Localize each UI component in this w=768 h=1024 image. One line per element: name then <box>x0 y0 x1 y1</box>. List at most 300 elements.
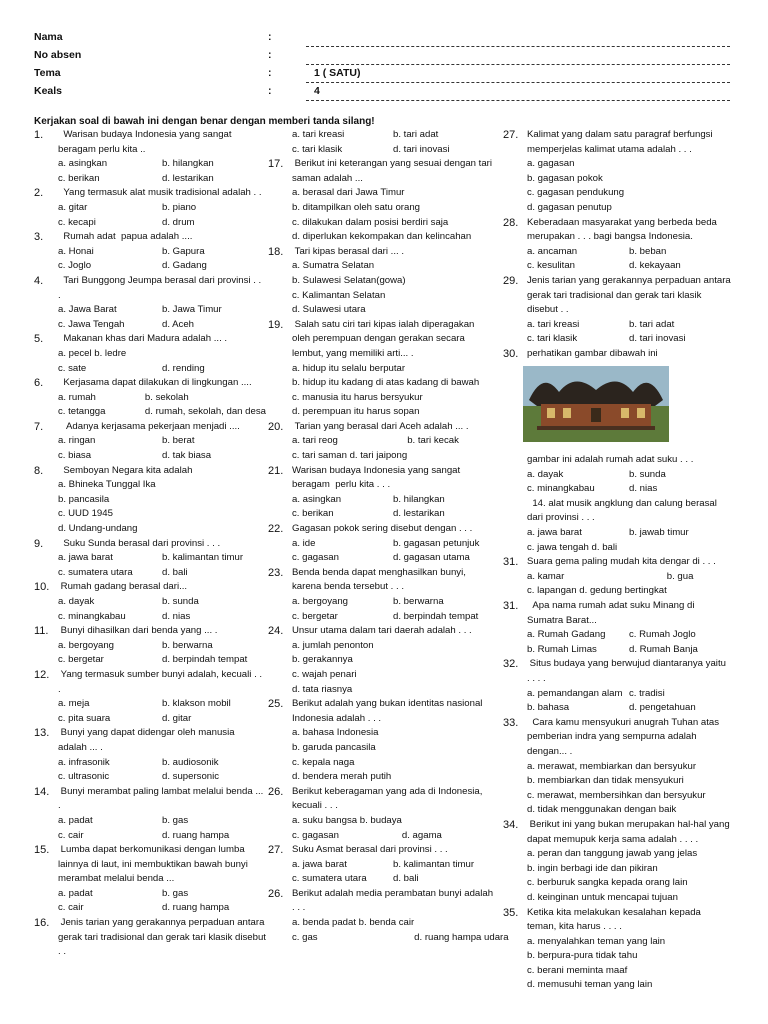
answer-option[interactable]: d. bali <box>162 566 188 578</box>
answer-option[interactable]: b. hilangkan <box>393 493 445 505</box>
answer-option[interactable]: b. ingin berbagi ide dan pikiran <box>527 862 658 874</box>
answer-option[interactable]: b. klakson mobil <box>162 698 231 710</box>
answer-option[interactable]: c. wajah penari <box>292 668 357 680</box>
answer-option[interactable]: a. gagasan <box>527 158 575 170</box>
answer-options <box>527 526 731 555</box>
question-number: 30. <box>503 347 519 360</box>
answer-option[interactable]: c. bergetar <box>292 610 338 622</box>
question-number: 34. <box>503 818 519 831</box>
question-item <box>34 128 266 186</box>
question-text: Berikut adalah yang bukan identitas nasional Indonesia adalah . . . <box>292 698 486 724</box>
question-item <box>34 537 266 581</box>
answer-option[interactable]: c. berburuk sangka kepada orang lain <box>527 877 688 889</box>
answer-options <box>58 245 266 274</box>
answer-options <box>292 595 494 624</box>
answer-option[interactable]: c. biasa <box>58 450 92 462</box>
question-item <box>34 376 266 420</box>
question-text: Bunyi yang dapat didengar oleh manusia adalah ... . <box>58 727 243 753</box>
answer-option[interactable]: b. berat <box>162 435 195 447</box>
answer-option[interactable]: c. gagasan <box>292 552 339 564</box>
answer-options <box>58 201 266 230</box>
answer-option[interactable]: a. gitar <box>58 201 88 213</box>
question-text: Situs budaya yang berwujud diantaranya yaitu . . . . <box>527 658 729 684</box>
question-text: Suara gema paling mudah kita dengar di . . . <box>527 556 716 568</box>
header-field-label: Tema <box>34 67 61 79</box>
rumah-gadang-image <box>523 366 669 442</box>
question-text: Berikut keberagaman yang ada di Indonesia, kecuali . . . <box>292 785 486 812</box>
answer-option[interactable]: c. lapangan d. gedung bertingkat <box>527 585 667 597</box>
answer-option[interactable]: b. membiarkan dan tidak mensyukuri <box>527 775 684 787</box>
question-text: Berikut ini yang bukan merupakan hal-hal yang dapat memupuk kerja sama adalah . . . . <box>527 818 733 845</box>
answer-option[interactable]: c. tari saman d. tari jaipong <box>292 450 408 462</box>
answer-option[interactable]: a. Jawa Barat <box>58 304 117 316</box>
question-number: 27. <box>503 129 519 141</box>
answer-options <box>292 128 494 157</box>
question-number: 35. <box>503 906 519 919</box>
question-number: 32. <box>503 658 519 671</box>
question-number: 15. <box>34 844 50 857</box>
question-text: Kerjasama dapat dilakukan di lingkungan .... <box>58 377 252 389</box>
answer-option[interactable]: b. Rumah Limas <box>527 643 597 655</box>
answer-option[interactable]: a. hidup itu selalu berputar <box>292 362 406 374</box>
question-number: 1. <box>34 129 44 141</box>
answer-option[interactable]: c. gagasan pendukung <box>527 187 625 199</box>
answer-option[interactable]: b. Jawa Timur <box>162 304 222 316</box>
answer-option[interactable]: d. rending <box>162 362 205 374</box>
answer-option <box>162 347 266 362</box>
answer-option[interactable]: a. tari reog <box>292 435 338 447</box>
answer-option[interactable]: a. padat <box>58 814 93 826</box>
answer-option[interactable]: c. berikan <box>58 172 100 184</box>
answer-option[interactable]: c. dilakukan dalam posisi berdiri saja <box>292 216 449 228</box>
answer-option[interactable]: d. ruang hampa <box>162 829 230 841</box>
question-item <box>503 555 731 599</box>
answer-option[interactable]: a. benda padat b. benda cair <box>292 917 415 929</box>
answer-option[interactable]: d. nias <box>629 483 658 495</box>
question-number: 18. <box>268 245 284 258</box>
answer-option[interactable]: a. Sumatra Selatan <box>292 260 375 272</box>
question-item <box>34 274 266 332</box>
question-text: Suku Asmat berasal dari provinsi . . . <box>292 844 448 856</box>
answer-option[interactable]: b. piano <box>162 201 197 213</box>
answer-option[interactable]: b. Gapura <box>162 245 205 257</box>
answer-option[interactable]: d. supersonic <box>162 771 220 783</box>
answer-options <box>527 935 731 993</box>
question-item <box>268 785 494 843</box>
answer-option[interactable]: a. Bhineka Tunggal Ika <box>58 479 156 491</box>
answer-option[interactable]: b. berpura-pura tidak tahu <box>527 950 638 962</box>
question-text: Warisan budaya Indonesia yang sangat beragam perlu kita . . . <box>292 464 463 491</box>
question-number: 12. <box>34 668 50 681</box>
answer-options <box>527 847 731 905</box>
answer-options <box>58 887 266 916</box>
answer-option[interactable]: a. ancaman <box>527 245 578 257</box>
question-item <box>268 697 494 785</box>
header-field-value[interactable]: 4 <box>314 85 320 97</box>
answer-option[interactable]: c. sumatera utara <box>58 566 133 578</box>
answer-option[interactable]: c. bergetar <box>58 654 104 666</box>
answer-option[interactable]: a. kamar <box>527 570 565 582</box>
answer-option[interactable]: b. berwarna <box>393 596 444 607</box>
question-text: Tari Bunggong Jeumpa berasal dari provinsi . . . <box>58 274 264 301</box>
question-item <box>268 245 494 318</box>
kelas-answer-line <box>306 100 730 101</box>
answer-option <box>414 916 508 931</box>
question-text: Lumba dapat berkomunikasi dengan lumba lainnya di laut, ini membuktikan bawah bunyi merambat melalui benda ... <box>58 844 251 885</box>
question-number: 20. <box>268 420 284 433</box>
question-item <box>268 566 494 624</box>
question-column-1 <box>34 128 269 960</box>
answer-option[interactable]: c. minangkabau <box>527 483 595 495</box>
answer-option[interactable]: a. asingkan <box>292 493 342 505</box>
answer-options <box>527 318 731 347</box>
answer-option[interactable]: a. ringan <box>58 435 96 447</box>
question-number: 33. <box>503 716 519 729</box>
answer-option[interactable]: d. perempuan itu harus sopan <box>292 406 420 418</box>
question-text: Apa nama rumah adat suku Minang di Sumatra Barat... <box>527 600 698 626</box>
answer-option[interactable]: d. kekayaan <box>629 260 681 272</box>
answer-options <box>292 814 494 843</box>
question-item <box>268 887 509 945</box>
answer-option[interactable]: c. Kalimantan Selatan <box>292 289 386 301</box>
question-text: Bunyi dihasilkan dari benda yang ... . <box>58 625 218 637</box>
answer-option[interactable]: b. gas <box>162 814 189 826</box>
answer-option[interactable]: c. gagasan <box>292 829 339 841</box>
answer-options <box>527 760 731 818</box>
answer-option[interactable]: d. Rumah Banja <box>629 643 698 655</box>
answer-option[interactable]: d. nias <box>162 610 191 622</box>
question-item <box>503 274 734 347</box>
answer-option[interactable]: a. infrasonik <box>58 756 110 768</box>
answer-option[interactable]: d. tari inovasi <box>393 143 450 155</box>
answer-option[interactable]: b. tari adat <box>629 318 675 330</box>
answer-option[interactable]: c. berikan <box>292 508 334 520</box>
header-field-label: Nama <box>34 31 63 43</box>
question-item <box>503 497 731 555</box>
header-field-value[interactable]: 1 ( SATU) <box>314 67 361 79</box>
answer-option[interactable]: a. asingkan <box>58 158 108 170</box>
answer-option[interactable]: b. gagasan pokok <box>527 172 603 184</box>
answer-option[interactable]: d. lestarikan <box>393 508 445 520</box>
answer-option[interactable]: c. minangkabau <box>58 610 126 622</box>
question-item <box>34 843 266 916</box>
question-item <box>34 332 266 376</box>
answer-options <box>58 434 266 463</box>
answer-option[interactable]: a. bergoyang <box>292 596 349 607</box>
answer-option[interactable]: a. peran dan tanggung jawab yang jelas <box>527 848 698 860</box>
answer-option[interactable]: a. tari kreasi <box>292 129 345 140</box>
answer-option[interactable]: c. kecapi <box>58 216 96 228</box>
header-field-label: Keals <box>34 85 63 97</box>
answer-option[interactable]: d. tari inovasi <box>629 333 686 345</box>
header-field-colon: : <box>268 31 272 43</box>
answer-option[interactable]: d. bali <box>393 873 419 885</box>
answer-option[interactable]: a. tari kreasi <box>527 318 580 330</box>
question-item <box>268 843 494 887</box>
answer-option[interactable]: d. keinginan untuk mencapai tujuan <box>527 891 678 903</box>
answer-options <box>58 639 266 668</box>
answer-option[interactable]: c. tradisi <box>629 687 665 699</box>
answer-option[interactable]: b. tari adat <box>393 129 439 140</box>
answer-option[interactable]: d. ruang hampa <box>162 902 230 914</box>
question-number: 2. <box>34 187 44 200</box>
answer-option[interactable]: a. dayak <box>58 596 95 607</box>
answer-options <box>292 362 494 420</box>
question-item <box>503 906 731 994</box>
answer-options <box>292 537 494 566</box>
question-item <box>268 624 494 697</box>
answer-option[interactable]: c. UUD 1945 <box>58 508 113 520</box>
answer-option[interactable]: d. memusuhi teman yang lain <box>527 979 653 991</box>
header-field-colon: : <box>268 67 272 79</box>
answer-option[interactable]: a. bergoyang <box>58 639 115 651</box>
question-number: 22. <box>268 523 284 536</box>
answer-option[interactable]: c. berani meminta maaf <box>527 964 628 976</box>
question-number: 9. <box>34 537 44 550</box>
question-item <box>268 522 494 566</box>
answer-option[interactable]: c. tari klasik <box>292 143 343 155</box>
answer-option[interactable]: c. Jawa Tengah <box>58 318 125 330</box>
answer-option[interactable]: b. pancasila <box>58 493 110 505</box>
question-number: 19. <box>268 318 284 331</box>
answer-option[interactable]: b. gua <box>666 570 694 582</box>
answer-options <box>292 259 494 317</box>
answer-options <box>58 595 266 624</box>
answer-option[interactable]: d. diperlukan kekompakan dan kelincahan <box>292 231 472 243</box>
question-item <box>268 464 494 522</box>
question-number: 31. <box>503 600 519 613</box>
answer-option[interactable]: a. ide <box>292 537 316 549</box>
question-item <box>34 668 266 726</box>
question-item <box>503 453 731 497</box>
question-number: 11. <box>34 625 49 638</box>
answer-option[interactable]: b. sunda <box>629 468 666 480</box>
answer-option[interactable]: a. menyalahkan teman yang lain <box>527 935 666 947</box>
answer-options <box>527 687 731 716</box>
question-number: 25. <box>268 698 284 711</box>
answer-option[interactable]: d. drum <box>162 216 195 228</box>
answer-option[interactable]: b. berwarna <box>162 639 213 651</box>
answer-options <box>527 245 731 274</box>
answer-options <box>58 814 266 843</box>
question-text: 14. alat musik angklung dan calung berasal dari provinsi . . . <box>527 497 720 524</box>
answer-option[interactable]: c. kepala naga <box>292 756 355 768</box>
question-item <box>268 420 494 464</box>
question-number: 3. <box>34 231 44 244</box>
question-item <box>34 464 266 537</box>
question-item <box>34 230 266 274</box>
answer-option[interactable]: d. agama <box>401 829 442 841</box>
answer-option[interactable]: a. berasal dari Jawa Timur <box>292 187 405 199</box>
answer-option[interactable]: a. merawat, membiarkan dan bersyukur <box>527 760 697 772</box>
answer-option[interactable]: a. jumlah penonton <box>292 639 374 651</box>
question-number: 29. <box>503 274 519 287</box>
question-number: 10. <box>34 581 50 594</box>
answer-option[interactable]: d. ruang hampa udara <box>414 931 509 943</box>
answer-option[interactable]: b. kalimantan timur <box>393 858 475 870</box>
question-number: 7. <box>34 420 44 433</box>
question-text: Keberadaan masyarakat yang berbeda beda merupakan . . . bagi bangsa Indonesia. <box>527 216 720 243</box>
answer-option[interactable]: c. ultrasonic <box>58 771 110 783</box>
question-number: 17. <box>268 158 284 171</box>
answer-option[interactable]: d. Undang-undang <box>58 523 138 535</box>
answer-options <box>58 478 266 536</box>
answer-option[interactable]: a. jawa barat <box>58 552 113 564</box>
question-column-2 <box>268 128 509 945</box>
answer-option[interactable]: a. dayak <box>527 468 564 480</box>
question-text: Yang termasuk alat musik tradisional adalah . . <box>58 187 262 199</box>
answer-option[interactable]: d. pengetahuan <box>629 702 696 714</box>
tema-answer-line <box>306 82 730 83</box>
answer-option[interactable]: b. beban <box>629 245 667 257</box>
answer-option[interactable]: a. meja <box>58 698 90 710</box>
answer-option[interactable]: b. jawab timur <box>629 527 689 539</box>
answer-options <box>58 697 266 726</box>
question-item <box>503 818 731 906</box>
answer-option[interactable]: c. tari klasik <box>527 333 578 345</box>
question-text: Yang termasuk sumber bunyi adalah, kecuali . . . <box>58 668 265 695</box>
question-text: Bunyi merambat paling lambat melalui benda ... . <box>58 785 266 812</box>
answer-options <box>527 157 731 215</box>
question-item <box>34 186 266 230</box>
question-item <box>34 726 266 784</box>
header-field-colon: : <box>268 85 272 97</box>
instruction-text: Kerjakan soal di bawah ini dengan benar dengan memberi tanda silang! <box>34 116 375 127</box>
answer-option[interactable]: d. berpindah tempat <box>393 610 479 622</box>
answer-option[interactable]: b. gerakannya <box>292 654 353 666</box>
answer-option[interactable]: a. pecel b. ledre <box>58 347 127 359</box>
answer-options <box>58 551 266 580</box>
question-item <box>503 657 731 715</box>
question-item <box>34 785 266 843</box>
answer-options <box>58 157 266 186</box>
answer-option[interactable]: b. hidup itu kadang di atas kadang di bawah <box>292 377 480 389</box>
answer-option[interactable]: c. merawat, membersihkan dan bersyukur <box>527 789 706 801</box>
answer-option[interactable]: a. rumah <box>58 391 96 403</box>
answer-option[interactable]: a. padat <box>58 887 93 899</box>
question-text: Cara kamu mensyukuri anugrah Tuhan atas pemberian indra yang sempurna adalah dengan... . <box>527 716 722 757</box>
answer-option[interactable]: b. sunda <box>162 596 199 607</box>
question-text: Jenis tarian yang gerakannya perpaduan antara gerak tari tradisional dan gerak tari klasik disebut . . <box>527 274 734 316</box>
answer-option[interactable]: d. gagasan utama <box>393 552 470 564</box>
question-text: Semboyan Negara kita adalah <box>58 464 193 476</box>
answer-option[interactable]: c. gas <box>292 931 318 943</box>
answer-option <box>407 449 494 464</box>
answer-option <box>629 541 731 556</box>
answer-option[interactable]: b. hilangkan <box>162 158 214 170</box>
question-item <box>34 420 266 464</box>
answer-options <box>527 628 731 657</box>
answer-option[interactable]: c. kesulitan <box>527 260 575 272</box>
answer-options <box>292 639 494 697</box>
answer-option[interactable]: c. pita suara <box>58 712 111 724</box>
answer-option[interactable]: b. audiosonik <box>162 756 219 768</box>
question-text: Suku Sunda berasal dari provinsi . . . <box>58 537 221 549</box>
question-text: Tari kipas berasal dari ... . <box>292 245 404 257</box>
question-item <box>34 916 269 960</box>
question-item <box>503 216 731 274</box>
answer-option[interactable]: c. jawa tengah d. bali <box>527 541 618 553</box>
answer-options <box>527 468 731 497</box>
answer-option[interactable]: d. gitar <box>162 712 192 724</box>
answer-option[interactable]: d. gagasan penutup <box>527 201 612 213</box>
answer-option[interactable]: c. cair <box>58 902 84 914</box>
answer-option[interactable]: c. Joglo <box>58 260 92 272</box>
answer-options <box>58 756 266 785</box>
question-number: 5. <box>34 333 44 346</box>
answer-option[interactable]: b. Sulawesi Selatan(gowa) <box>292 274 406 286</box>
answer-option[interactable]: c. sumatera utara <box>292 873 367 885</box>
question-text: Makanan khas dari Madura adalah ... . <box>58 333 228 345</box>
answer-options <box>292 726 494 784</box>
header-field-label: No absen <box>34 49 82 61</box>
answer-option[interactable]: a. jawa barat <box>527 527 582 539</box>
answer-option[interactable]: b. kalimantan timur <box>162 552 244 564</box>
answer-option[interactable]: d. berpindah tempat <box>162 654 248 666</box>
answer-option[interactable]: b. ditampilkan oleh satu orang <box>292 201 420 213</box>
answer-option[interactable]: d. lestarikan <box>162 172 214 184</box>
question-item <box>503 599 731 657</box>
answer-option[interactable]: a. jawa barat <box>292 858 347 870</box>
question-number: 21. <box>268 464 284 477</box>
answer-option[interactable]: d. Aceh <box>162 318 195 330</box>
question-number: 26. <box>268 785 284 798</box>
answer-option[interactable]: a. Honai <box>58 245 94 257</box>
header-field-colon: : <box>268 49 272 61</box>
question-text: Salah satu ciri tari kipas ialah diperagakan oleh perempuan dengan gerakan secara lembut, yang memiliki arti... . <box>292 318 478 359</box>
answer-option[interactable]: c. cair <box>58 829 84 841</box>
question-column-3 <box>503 128 734 993</box>
answer-options <box>58 303 266 332</box>
answer-option <box>402 814 494 829</box>
answer-option[interactable]: d. tata riasnya <box>292 683 353 695</box>
answer-option[interactable]: d. rumah, sekolah, dan desa <box>144 406 266 418</box>
question-number: 28. <box>503 216 519 229</box>
answer-option[interactable]: c. tetangga <box>58 406 106 418</box>
answer-options <box>292 493 494 522</box>
answer-option[interactable]: c. manusia itu harus bersyukur <box>292 391 423 403</box>
answer-option[interactable]: d. tak biasa <box>162 450 212 462</box>
answer-option[interactable]: d. tidak menggunakan dengan baik <box>527 804 677 816</box>
answer-option[interactable]: c. Rumah Joglo <box>629 629 696 641</box>
answer-options <box>527 570 731 599</box>
answer-option[interactable]: b. sekolah <box>144 391 189 403</box>
answer-option[interactable]: a. suku bangsa b. budaya <box>292 814 402 826</box>
answer-option[interactable]: a. Rumah Gadang <box>527 629 606 641</box>
answer-option[interactable]: d. Sulawesi utara <box>292 304 366 316</box>
answer-option[interactable]: c. sate <box>58 362 87 374</box>
answer-option[interactable]: b. tari kecak <box>407 435 459 447</box>
answer-option[interactable]: d. bendera merah putih <box>292 771 392 783</box>
answer-option[interactable]: a. bahasa Indonesia <box>292 727 379 739</box>
question-item <box>34 580 266 624</box>
answer-options <box>58 347 266 376</box>
question-text: Benda benda dapat menghasilkan bunyi, karena benda tersebut . . . <box>292 566 469 593</box>
question-number: 16. <box>34 917 50 930</box>
question-item <box>503 716 731 818</box>
question-text: Tarian yang berasal dari Aceh adalah ... . <box>292 420 469 432</box>
answer-option[interactable]: b. gas <box>162 887 189 899</box>
question-text: Rumah gadang berasal dari... <box>58 581 188 593</box>
answer-options <box>58 391 266 420</box>
answer-option[interactable]: a. pemandangan alam <box>527 687 623 699</box>
question-text: Berikut ini keterangan yang sesuai dengan tari saman adalah ... <box>292 158 495 184</box>
question-number: 14. <box>34 785 50 798</box>
answer-option[interactable]: b. gagasan petunjuk <box>393 537 480 549</box>
answer-option[interactable]: b. bahasa <box>527 702 570 714</box>
answer-option[interactable]: b. garuda pancasila <box>292 741 376 753</box>
answer-option[interactable]: d. Gadang <box>162 260 207 272</box>
